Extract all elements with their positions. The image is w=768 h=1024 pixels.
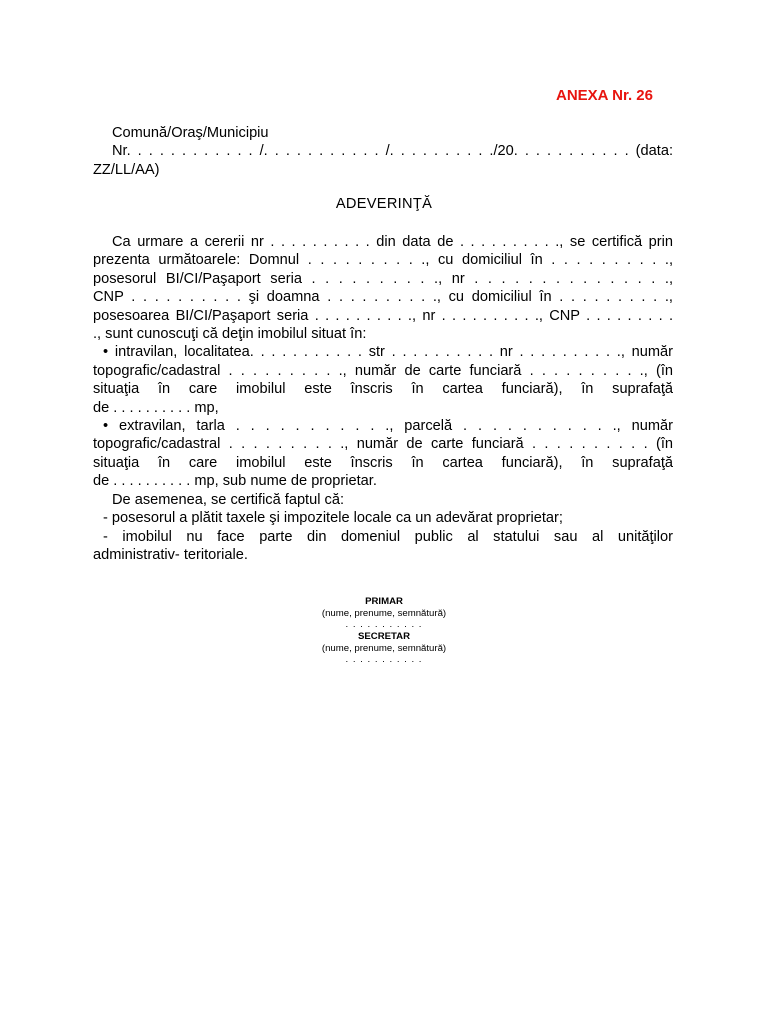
body-line: topografic/cadastral . . . . . . . . . ., număr de carte funciară . . . . . . . . . ., (în: [93, 362, 673, 379]
annex-number: ANEXA Nr. 26: [556, 87, 653, 104]
secretary-role: SECRETAR: [357, 631, 411, 642]
mayor-signature-block: [0, 596, 768, 631]
body-line: CNP . . . . . . . . . . şi doamna . . . . . . . . . ., cu domiciliul în . . . . . . . . . .,: [93, 289, 673, 306]
secretary-note: (nume, prenume, semnătură): [321, 642, 447, 654]
body-line: posesorul BI/CI/Paşaport seria . . . . . . . . . ., nr . . . . . . . . . . . . . . .,: [93, 270, 673, 287]
certificate-body: [93, 233, 673, 564]
body-line: situaţia în care imobilul este înscris în cartea funciară), în suprafaţă: [93, 454, 673, 471]
mayor-role: PRIMAR: [365, 596, 403, 607]
body-line: administrativ- teritoriale.: [93, 546, 248, 563]
mayor-signature-line: . . . . . . . . . . .: [345, 619, 423, 630]
body-line: prezenta următoarele: Domnul . . . . . . . . . ., cu domiciliul în . . . . . . . . . .,: [93, 252, 673, 269]
body-line: situaţia în care imobilul este înscris în cartea funciară), în suprafaţă: [93, 381, 673, 398]
secretary-signature-line: . . . . . . . . . . .: [345, 654, 423, 665]
list-item-extravilan: • extravilan, tarla . . . . . . . . . . ., parcelă . . . . . . . . . . ., număr: [103, 418, 673, 435]
header-line: Comună/Oraş/Municipiu: [112, 125, 269, 141]
document-title: ADEVERINŢĂ: [335, 196, 433, 212]
body-line: ., sunt cunoscuţi că deţin imobilul situat în:: [93, 326, 367, 343]
dash-item-taxes: - posesorul a plătit taxele şi impozitele locale ca un adevărat proprietar;: [103, 510, 563, 527]
dash-item-public-domain: - imobilul nu face parte din domeniul public al statului sau al unităţilor: [103, 528, 673, 545]
header-line: ZZ/LL/AA): [93, 161, 160, 178]
address-header: [93, 124, 673, 179]
body-line: de . . . . . . . . . . mp, sub nume de proprietar.: [93, 473, 377, 490]
header-line: Nr. . . . . . . . . . . . /. . . . . . . . . . . /. . . . . . . . . ./20. . . . . . . . . . . (data:: [112, 143, 673, 160]
body-line: de . . . . . . . . . . mp,: [93, 399, 219, 416]
list-item-intravilan: • intravilan, localitatea. . . . . . . . . . . str . . . . . . . . . . nr . . . . . . . . . ., număr: [103, 344, 673, 361]
also-certified-line: De asemenea, se certifică faptul că:: [112, 491, 344, 508]
body-line: posesoarea BI/CI/Paşaport seria . . . . . . . . . ., nr . . . . . . . . . ., CNP . . . . . . . . .: [93, 307, 673, 324]
secretary-signature-block: [0, 631, 768, 666]
body-line: Ca urmare a cererii nr . . . . . . . . . . din data de . . . . . . . . . ., se certifică prin: [112, 234, 673, 250]
mayor-note: (nume, prenume, semnătură): [321, 607, 447, 619]
body-line: topografic/cadastral . . . . . . . . . ., număr de carte funciară . . . . . . . . . . (în: [93, 436, 673, 453]
